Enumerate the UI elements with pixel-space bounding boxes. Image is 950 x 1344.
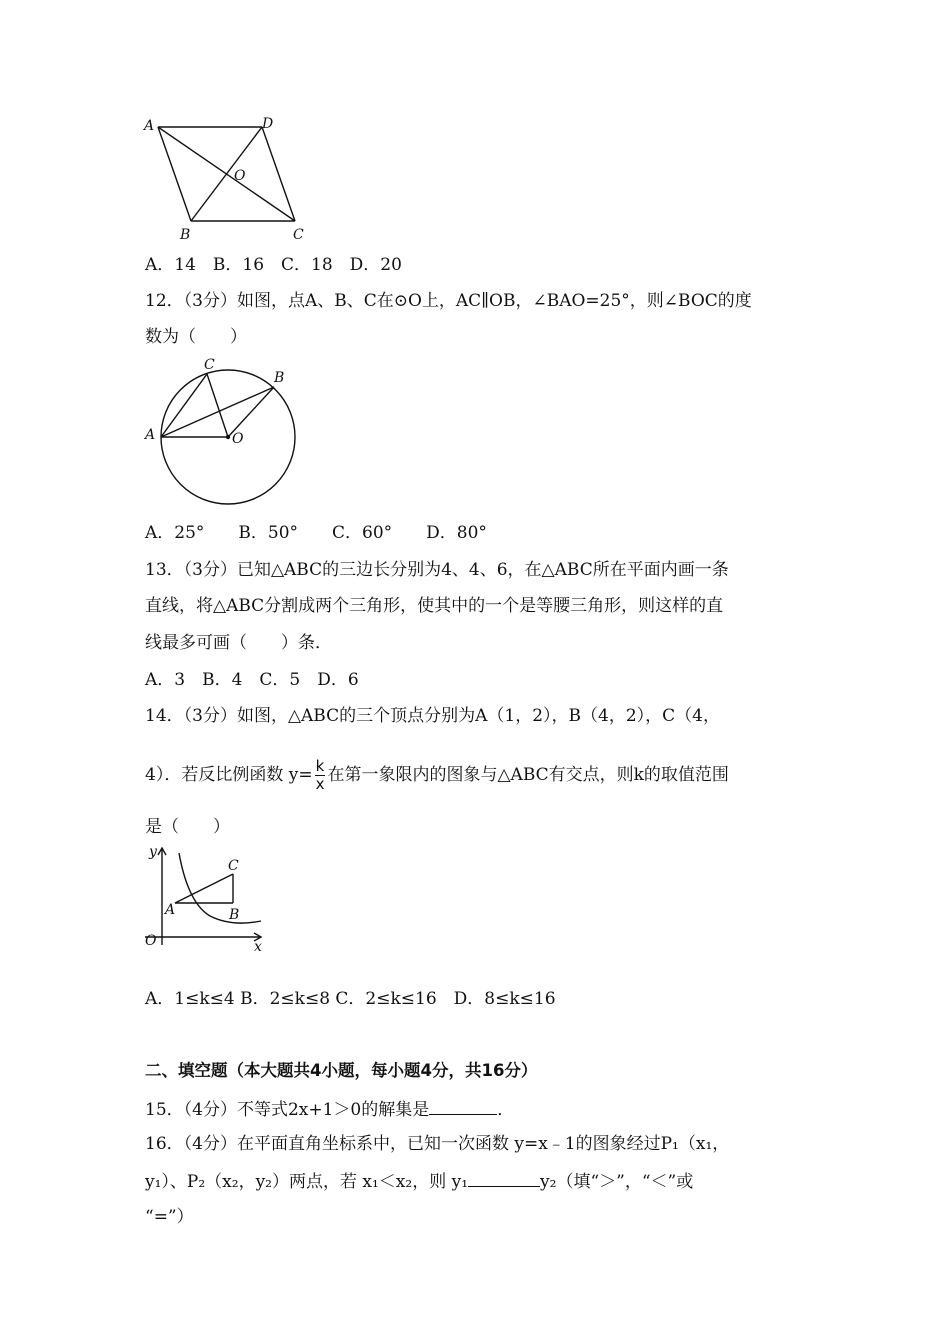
q14-stem-line2-post: 在第一象限内的图象与△ABC有交点，则k的取值范围	[327, 765, 729, 785]
q16-stem-line3: “=”）	[145, 1207, 194, 1227]
q16-stem-line2-post: y₂（填“＞”，“＜”或	[540, 1172, 694, 1192]
q14-stem-line2-pre: 4）．若反比例函数 y=	[145, 765, 313, 785]
q13-stem-line1: 13．（3分）已知△ABC的三边长分别为4、4、6，在△ABC所在平面内画一条	[145, 560, 729, 580]
q14-stem-line1: 14．（3分）如图，△ABC的三个顶点分别为A（1，2），B（4，2），C（4，	[145, 706, 720, 726]
q15-stem	[145, 1096, 514, 1122]
q14-label-o: O	[145, 933, 157, 949]
q11-parallelogram-figure	[140, 110, 320, 245]
q12-label-c: C	[204, 357, 215, 373]
q14-options: A．1≤k≤4 B．2≤k≤8 C．2≤k≤16 D．8≤k≤16	[145, 989, 556, 1009]
q12-stem-line1: 12．（3分）如图，点A、B、C在⊙O上，AC∥OB，∠BAO=25°，则∠BOC的度	[145, 291, 752, 311]
q12-options: A．25° B．50° C．60° D．80°	[145, 523, 487, 543]
q14-label-x: x	[254, 939, 262, 953]
q16-stem-line1: 16．（4分）在平面直角坐标系中，已知一次函数 y=x﹣1的图象经过P₁（x₁，	[145, 1134, 730, 1154]
q12-stem-line2: 数为（ ）	[145, 327, 247, 347]
q14-label-y: y	[149, 844, 157, 860]
q11-options: A．14 B．16 C．18 D．20	[145, 255, 402, 275]
q12-circle-figure	[140, 355, 305, 510]
q12-label-a: A	[145, 427, 156, 443]
q16-stem-line2-pre: y₁）、P₂（x₂，y₂）两点，若 x₁＜x₂，则 y₁	[145, 1172, 469, 1192]
section2-heading: 二、填空题（本大题共4小题，每小题4分，共16分）	[145, 1061, 538, 1080]
q11-label-o: O	[234, 168, 246, 184]
q13-stem-line3: 线最多可画（ ）条．	[145, 633, 332, 653]
q13-options: A．3 B．4 C．5 D．6	[145, 670, 359, 690]
q14-label-b: B	[229, 907, 240, 923]
q14-label-c: C	[228, 858, 239, 874]
q14-stem-line3: 是（ ）	[145, 817, 230, 837]
q14-label-a: A	[165, 902, 176, 918]
q12-label-b: B	[274, 370, 285, 386]
q11-label-c: C	[293, 227, 304, 243]
q11-label-b: B	[180, 227, 191, 243]
q15-stem-post: ．	[497, 1100, 515, 1120]
q14-stem-line2	[145, 757, 729, 793]
q15-answer-blank[interactable]	[429, 1096, 497, 1115]
k-over-x-fraction	[315, 758, 326, 793]
q12-label-o: O	[232, 431, 244, 447]
q16-stem-line2	[145, 1168, 693, 1194]
q16-answer-blank[interactable]	[468, 1168, 540, 1187]
q11-label-a: A	[144, 118, 155, 134]
q15-stem-pre: 15．（4分）不等式2x+1＞0的解集是	[145, 1100, 430, 1120]
q14-graph-figure	[140, 843, 275, 953]
q11-label-d: D	[262, 116, 274, 132]
q13-stem-line2: 直线，将△ABC分割成两个三角形，使其中的一个是等腰三角形，则这样的直	[145, 596, 724, 616]
fraction-numerator: k	[315, 757, 325, 775]
fraction-denominator: x	[315, 775, 325, 793]
